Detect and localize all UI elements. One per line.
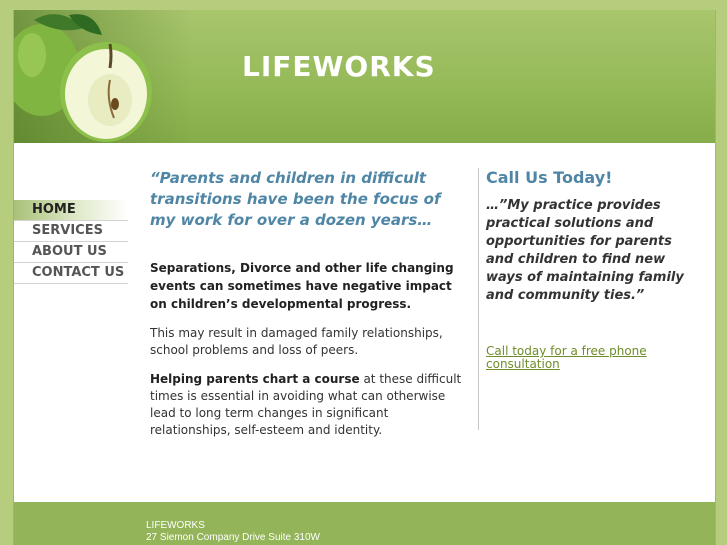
sidebar-quote: …”My practice provides practical solutions and opportunities for parents and children to find new ways of maintaining family and community ties.”	[486, 198, 684, 303]
nav-item-contact-us[interactable]: CONTACT US	[14, 263, 128, 284]
nav-item-services[interactable]: SERVICES	[14, 221, 128, 242]
footer-street: 27 Siemon Company Drive Suite 310W	[146, 532, 320, 543]
consultation-link[interactable]: Call today for a free phone consultation	[486, 344, 647, 371]
headline-quote: “Parents and children in difficult transitions have been the focus of my work for over a dozen years…	[150, 169, 441, 229]
side-nav	[14, 200, 128, 284]
footer-address	[146, 520, 320, 544]
page-frame	[13, 10, 716, 545]
nav-item-home[interactable]: HOME	[14, 200, 128, 221]
column-divider	[478, 168, 479, 430]
sidebar	[486, 168, 691, 371]
emphasis-text: Helping parents chart a course	[150, 372, 360, 386]
body-paragraph: This may result in damaged family relationships, school problems and loss of peers.	[150, 326, 443, 357]
footer-company: LIFEWORKS	[146, 520, 205, 531]
sidebar-title: Call Us Today!	[486, 168, 613, 187]
nav-item-about-us[interactable]: ABOUT US	[14, 242, 128, 263]
green-apple-icon	[14, 10, 184, 143]
paragraph-text: at these difficult times is essential in avoiding what can otherwise lead to long term changes in significant relationships, self-esteem and identity.	[150, 372, 462, 437]
lead-paragraph: Separations, Divorce and other life changing events can sometimes have negative impact on children’s developmental progress.	[150, 261, 454, 311]
body-paragraph-2	[150, 371, 468, 439]
site-title: LIFEWORKS	[242, 50, 436, 83]
header-banner	[14, 10, 715, 143]
footer	[14, 502, 715, 545]
main-content	[150, 168, 468, 439]
